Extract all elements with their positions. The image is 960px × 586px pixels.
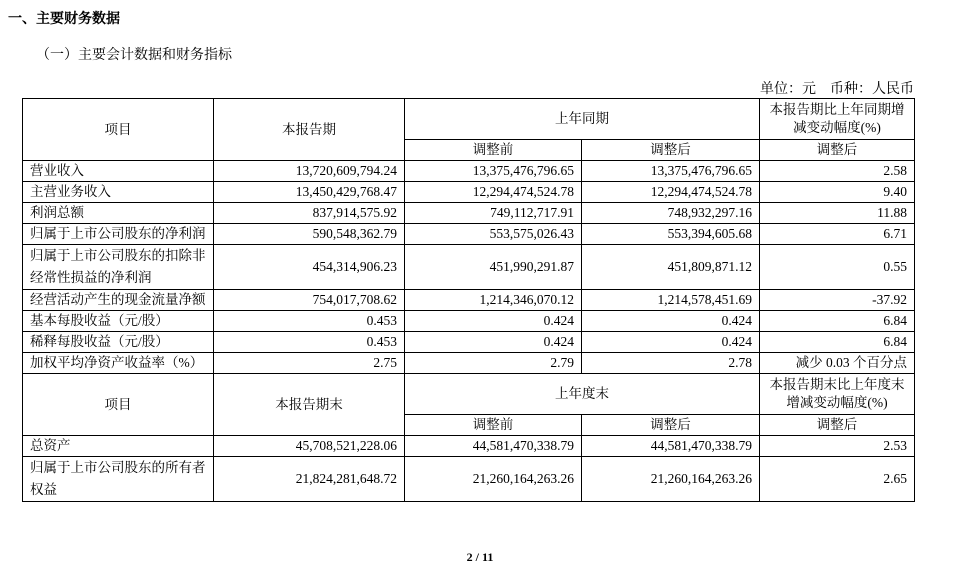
row-current: 754,017,708.62 <box>214 290 405 311</box>
row-after: 21,260,164,263.26 <box>582 457 760 502</box>
row-current: 21,824,281,648.72 <box>214 457 405 502</box>
row-current: 837,914,575.92 <box>214 203 405 224</box>
row-item: 稀释每股收益（元/股） <box>23 332 214 353</box>
section-heading: 一、主要财务数据 <box>8 12 120 27</box>
row-change: 减少 0.03 个百分点 <box>760 353 915 374</box>
row-after: 0.424 <box>582 332 760 353</box>
row-before: 553,575,026.43 <box>405 224 582 245</box>
row-before: 451,990,291.87 <box>405 245 582 290</box>
row-after: 12,294,474,524.78 <box>582 182 760 203</box>
row-current: 13,720,609,794.24 <box>214 161 405 182</box>
row-change: 6.84 <box>760 311 915 332</box>
table-row <box>23 182 915 203</box>
table-row <box>23 436 915 457</box>
row-current: 0.453 <box>214 332 405 353</box>
row-before: 21,260,164,263.26 <box>405 457 582 502</box>
row-change: 0.55 <box>760 245 915 290</box>
row-before: 1,214,346,070.12 <box>405 290 582 311</box>
row-item: 归属于上市公司股东的净利润 <box>23 224 214 245</box>
row-current: 13,450,429,768.47 <box>214 182 405 203</box>
row-item: 加权平均净资产收益率（%） <box>23 353 214 374</box>
row-before: 2.79 <box>405 353 582 374</box>
row-change: 9.40 <box>760 182 915 203</box>
row-item: 总资产 <box>23 436 214 457</box>
row-after: 2.78 <box>582 353 760 374</box>
subheader-after: 调整后 <box>582 140 760 161</box>
row-item: 基本每股收益（元/股） <box>23 311 214 332</box>
subsection-heading: （一）主要会计数据和财务指标 <box>36 48 232 63</box>
row-current: 2.75 <box>214 353 405 374</box>
table-row <box>23 203 915 224</box>
table-row <box>23 224 915 245</box>
subheader-change-after: 调整后 <box>760 140 915 161</box>
row-change: 2.65 <box>760 457 915 502</box>
table-row <box>23 311 915 332</box>
row-item: 利润总额 <box>23 203 214 224</box>
financial-data-table <box>22 98 915 502</box>
subheader-after: 调整后 <box>582 415 760 436</box>
page-number: 2 / 11 <box>466 550 494 564</box>
row-change: 2.53 <box>760 436 915 457</box>
row-before: 12,294,474,524.78 <box>405 182 582 203</box>
row-item: 归属于上市公司股东的扣除非经常性损益的净利润 <box>23 245 214 290</box>
row-after: 1,214,578,451.69 <box>582 290 760 311</box>
row-item: 主营业务收入 <box>23 182 214 203</box>
row-after: 553,394,605.68 <box>582 224 760 245</box>
subheader-before: 调整前 <box>405 140 582 161</box>
row-after: 451,809,871.12 <box>582 245 760 290</box>
header-item: 项目 <box>23 99 214 161</box>
header-current-period: 本报告期 <box>214 99 405 161</box>
header-change: 本报告期末比上年度末增减变动幅度(%) <box>760 374 915 415</box>
row-item: 营业收入 <box>23 161 214 182</box>
row-change: -37.92 <box>760 290 915 311</box>
table-header-row <box>23 374 915 415</box>
row-after: 13,375,476,796.65 <box>582 161 760 182</box>
table-row <box>23 290 915 311</box>
row-after: 748,932,297.16 <box>582 203 760 224</box>
row-current: 0.453 <box>214 311 405 332</box>
table-row <box>23 457 915 502</box>
row-after: 0.424 <box>582 311 760 332</box>
subheader-before: 调整前 <box>405 415 582 436</box>
row-before: 0.424 <box>405 332 582 353</box>
row-change: 6.84 <box>760 332 915 353</box>
subheader-change-after: 调整后 <box>760 415 915 436</box>
row-current: 45,708,521,228.06 <box>214 436 405 457</box>
row-change: 6.71 <box>760 224 915 245</box>
table-row <box>23 245 915 290</box>
row-before: 749,112,717.91 <box>405 203 582 224</box>
row-current: 590,548,362.79 <box>214 224 405 245</box>
table-row <box>23 353 915 374</box>
row-item: 经营活动产生的现金流量净额 <box>23 290 214 311</box>
row-item: 归属于上市公司股东的所有者权益 <box>23 457 214 502</box>
header-current-period-end: 本报告期末 <box>214 374 405 436</box>
row-after: 44,581,470,338.79 <box>582 436 760 457</box>
table-row <box>23 161 915 182</box>
header-item: 项目 <box>23 374 214 436</box>
row-before: 44,581,470,338.79 <box>405 436 582 457</box>
row-current: 454,314,906.23 <box>214 245 405 290</box>
unit-currency-note: 单位：元 币种：人民币 <box>760 82 914 97</box>
header-change: 本报告期比上年同期增减变动幅度(%) <box>760 99 915 140</box>
row-before: 0.424 <box>405 311 582 332</box>
header-prev-period: 上年同期 <box>405 99 760 140</box>
table-row <box>23 332 915 353</box>
row-change: 2.58 <box>760 161 915 182</box>
row-before: 13,375,476,796.65 <box>405 161 582 182</box>
row-change: 11.88 <box>760 203 915 224</box>
table-header-row <box>23 99 915 140</box>
header-prev-year-end: 上年度末 <box>405 374 760 415</box>
